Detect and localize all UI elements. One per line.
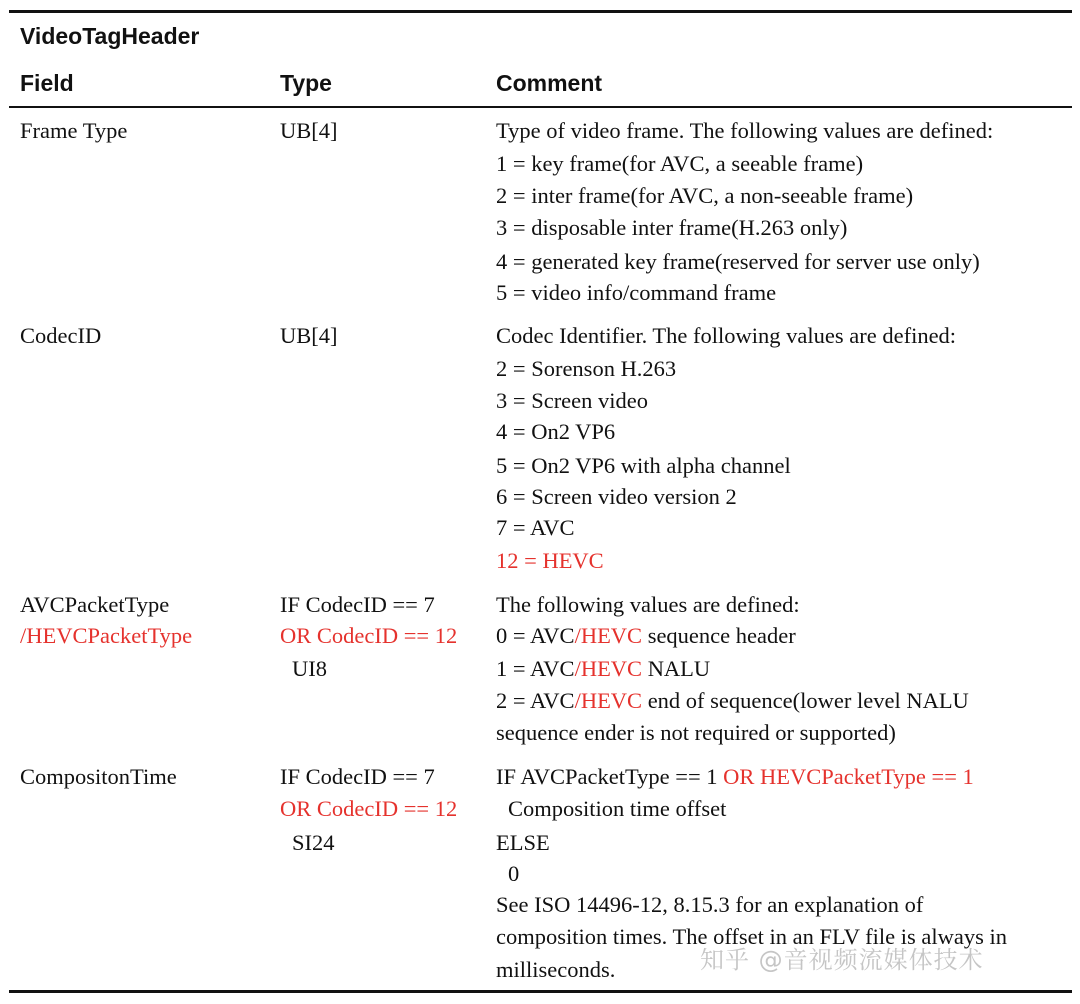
comment-line: 1 = key frame(for AVC, a seeable frame) [496,151,864,176]
comment-line-hevc: 12 = HEVC [496,548,604,573]
row-codecid-type: UB[4] [280,323,338,348]
bottom-rule [9,990,1072,993]
comment-line: 5 = video info/command frame [496,280,777,305]
row-packettype-field: AVCPacketType [20,592,170,617]
row-frame-type-field: Frame Type [20,118,128,143]
comment-line: The following values are defined: [496,592,800,617]
comment-line: 4 = generated key frame(reserved for server use only) [496,249,980,274]
row-composition-type: IF CodecID == 7 [280,764,435,789]
watermark: 知乎 @音视频流媒体技术 [700,946,984,974]
row-frame-type-type: UB[4] [280,118,338,143]
comment-line: 2 = AVC/HEVC end of sequence(lower level NALU [496,688,969,713]
row-packettype-type-hevc: OR CodecID == 12 [280,623,458,648]
comment-line: Codec Identifier. The following values are defined: [496,323,957,348]
row-composition-field: CompositonTime [20,764,177,789]
comment-line: 5 = On2 VP6 with alpha channel [496,453,791,478]
top-rule [9,10,1072,13]
comment-line: 3 = Screen video [496,388,649,413]
header-rule [9,106,1072,108]
header-comment: Comment [496,70,603,96]
comment-line: See ISO 14496-12, 8.15.3 for an explanation of [496,892,924,917]
row-composition-type-hevc: OR CodecID == 12 [280,796,458,821]
comment-line: 1 = AVC/HEVC NALU [496,656,711,681]
comment-line: Type of video frame. The following values are defined: [496,118,994,143]
row-codecid-field: CodecID [20,323,102,348]
header-field: Field [20,70,74,96]
comment-line: composition times. The offset in an FLV file is always in [496,924,1008,949]
comment-line: 0 [508,861,520,886]
comment-line: 6 = Screen video version 2 [496,484,737,509]
comment-line: 3 = disposable inter frame(H.263 only) [496,215,848,240]
comment-line: IF AVCPacketType == 1 OR HEVCPacketType == 1 [496,764,974,789]
header-type: Type [280,70,332,96]
comment-line: 7 = AVC [496,515,575,540]
comment-line: milliseconds. [496,957,616,982]
row-composition-type-si24: SI24 [292,830,335,855]
comment-line: 0 = AVC/HEVC sequence header [496,623,796,648]
comment-line: 2 = Sorenson H.263 [496,356,677,381]
comment-line: Composition time offset [508,796,727,821]
row-packettype-type-ui8: UI8 [292,656,327,681]
table-title: VideoTagHeader [20,23,200,49]
row-packettype-type: IF CodecID == 7 [280,592,435,617]
comment-line: 2 = inter frame(for AVC, a non-seeable frame) [496,183,914,208]
comment-line: sequence ender is not required or supported) [496,720,896,745]
comment-line: ELSE [496,830,550,855]
comment-line: 4 = On2 VP6 [496,419,616,444]
row-packettype-field-hevc: /HEVCPacketType [20,623,193,648]
